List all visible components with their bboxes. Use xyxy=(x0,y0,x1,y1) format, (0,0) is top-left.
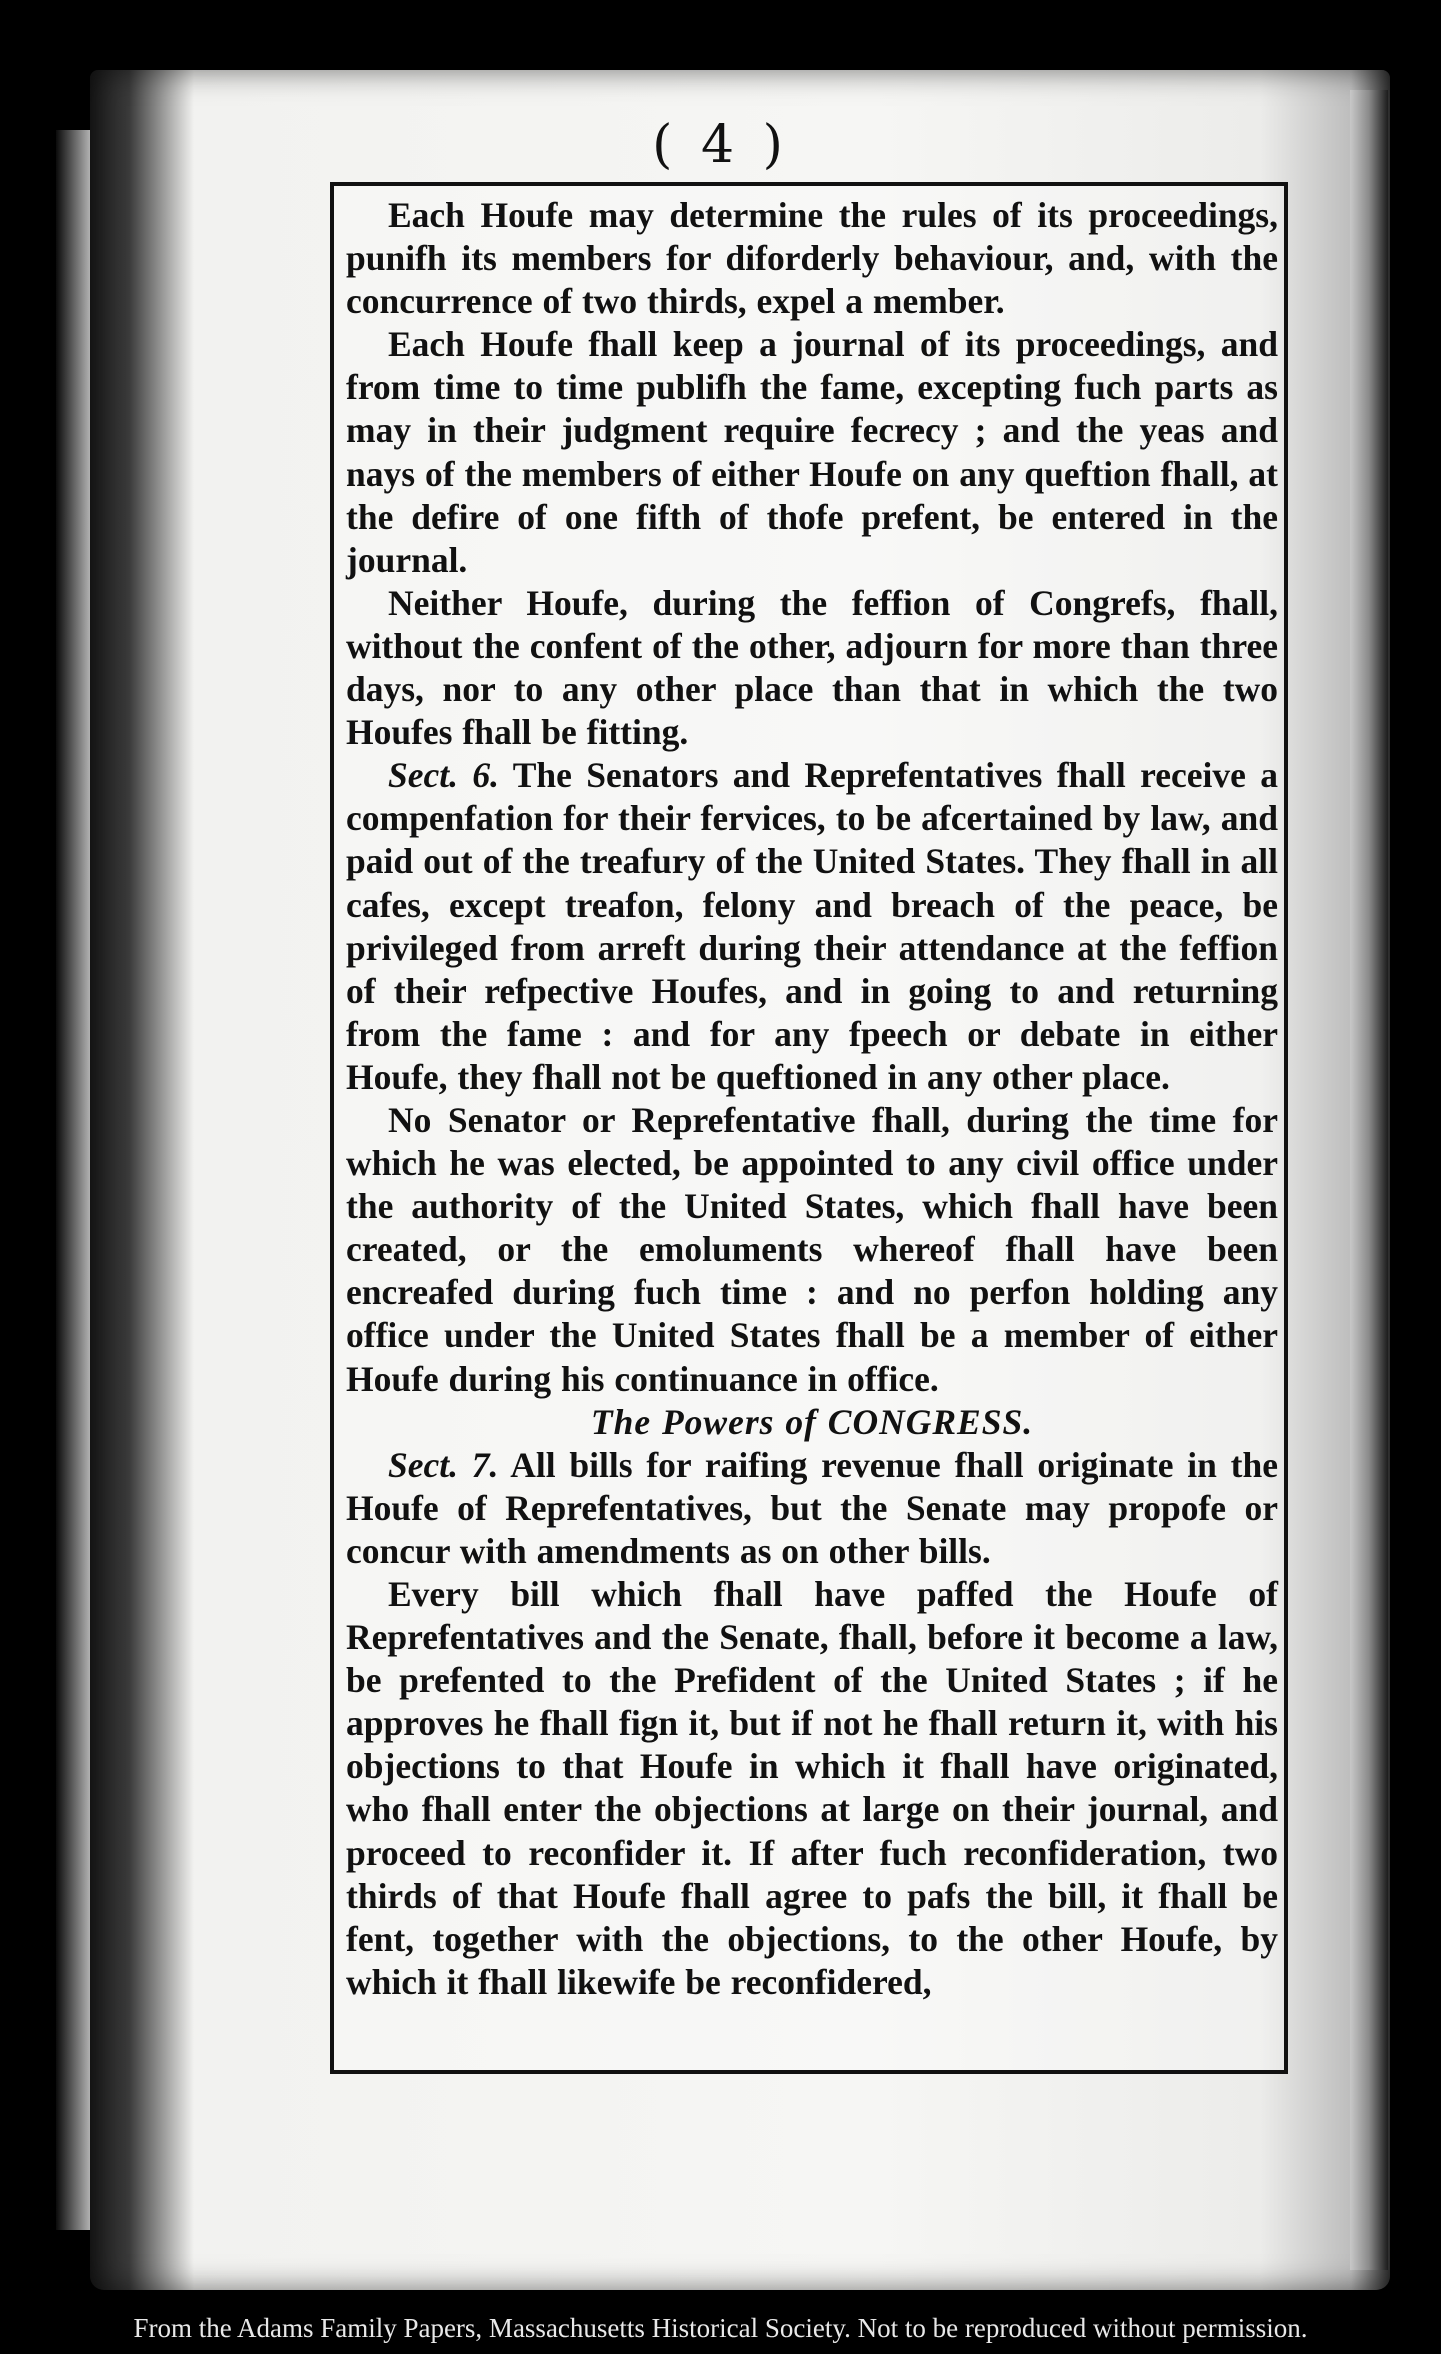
paragraph-text: Each Houfe fhall keep a journal of its proceedings, and from time to time publifh the fame, excepting fuch parts as may in their judgment require fecrecy ; and the yeas and nays of the members of either Houfe on any queftion fhall, at the defire of one fifth of thofe prefent, be entered in the journal. xyxy=(346,324,1278,580)
section-label: Sect. 7. xyxy=(388,1444,499,1485)
paragraph-7 xyxy=(346,1573,1278,2004)
text-block-frame xyxy=(330,182,1288,2074)
paragraph-text: All bills for raifing revenue fhall originate in the Houfe of Reprefentatives, but the Senate may propofe or concur with amendments as on other bills. xyxy=(346,1444,1278,1571)
section-heading: The Powers of CONGRESS. xyxy=(590,1401,1034,1442)
paragraph-sect-6 xyxy=(346,754,1278,1099)
paragraph-3 xyxy=(346,582,1278,754)
paragraph-text: No Senator or Reprefentative fhall, during the time for which he was elected, be appointed to any civil office under the authority of the United States, which fhall have been created, or the emoluments whereof fhall have been encreafed during fuch time : and no perfon holding any office under the United States fhall be a member of either Houfe during his continuance in office. xyxy=(346,1099,1278,1399)
paragraph-1 xyxy=(346,194,1278,323)
section-label: Sect. 6. xyxy=(388,755,499,796)
copyright-caption: From the Adams Family Papers, Massachusetts Historical Society. Not to be reproduced without permission. xyxy=(133,2313,1308,2343)
paragraph-5 xyxy=(346,1099,1278,1401)
paragraph-text: Every bill which fhall have paffed the Houfe of Reprefentatives and the Senate, fhall, before it become a law, be prefented to the Prefident of the United States ; if he approves he fhall fign it, but if not he fhall return it, with his objections to that Houfe in which it fhall have originated, who fhall enter the objections at large on their journal, and proceed to reconfider it. If after fuch reconfideration, two thirds of that Houfe fhall agree to pafs the bill, it fhall be fent, together with the objections, to the other Houfe, by which it fhall likewife be reconfidered, xyxy=(346,1574,1278,2002)
page-number: ( 4 ) xyxy=(652,115,789,175)
paragraph-text: Each Houfe may determine the rules of its proceedings, punifh its members for diforderly behaviour, and, with the concurrence of two thirds, expel a member. xyxy=(346,195,1278,322)
paragraph-text: Neither Houfe, during the feffion of Congrefs, fhall, without the confent of the other, adjourn for more than three days, nor to any other place than that in which the two Houfes fhall be fitting. xyxy=(346,582,1278,753)
paragraph-2 xyxy=(346,323,1278,582)
page-fore-edge xyxy=(1350,90,1388,2270)
document-body xyxy=(346,194,1278,2004)
paragraph-sect-7 xyxy=(346,1444,1278,1573)
paragraph-text: The Senators and Reprefentatives fhall receive a compenfation for their fervices, to be afcertained by law, and paid out of the treafury of the United States. They fhall in all cafes, except treafon, felony and breach of the peace, be privileged from arreft during their attendance at the feffion of their refpective Houfes, and in going to and returning from the fame : and for any fpeech or debate in either Houfe, they fhall not be queftioned in any other place. xyxy=(346,755,1278,1097)
